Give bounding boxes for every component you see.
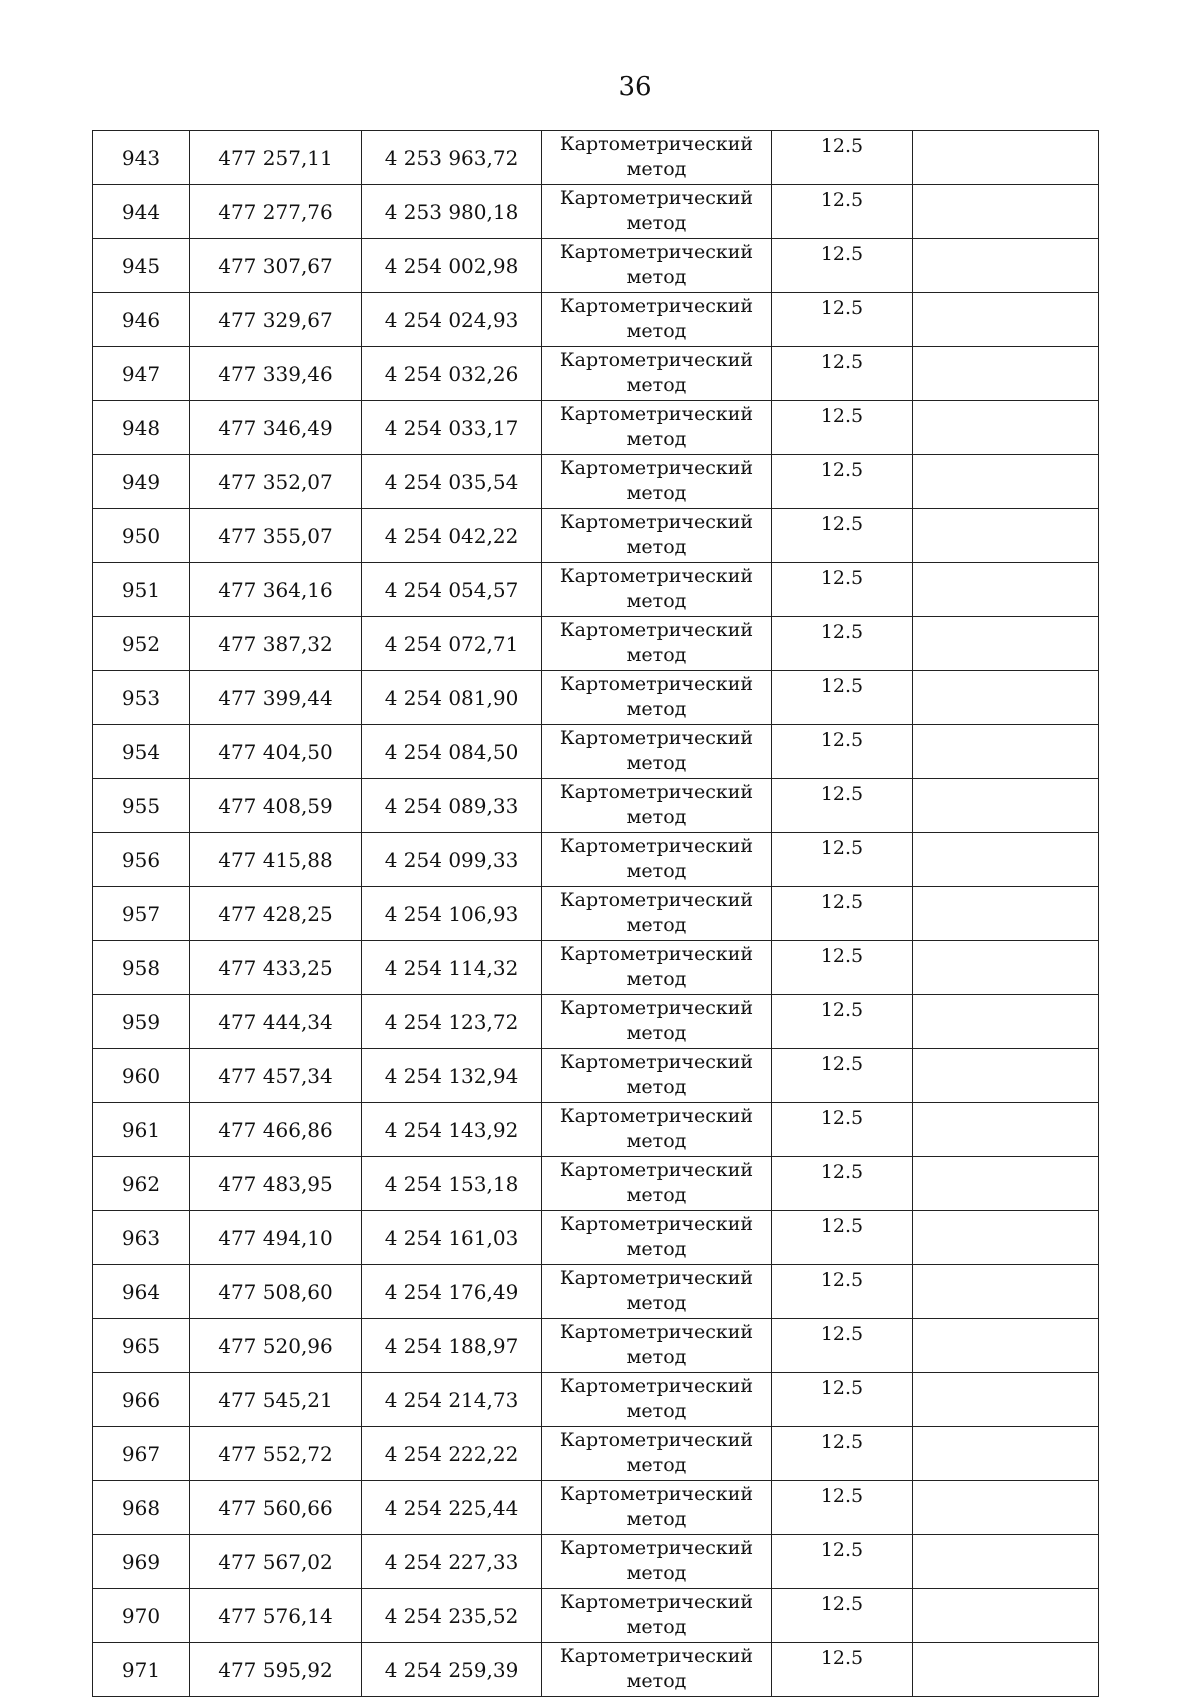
method-line-1: Картометрический	[559, 349, 754, 371]
note-cell	[913, 239, 1099, 293]
method-line-2: метод	[626, 1076, 687, 1098]
y-coordinate-cell: 4 254 035,54	[362, 455, 542, 509]
table-row	[93, 1157, 1099, 1211]
point-number-cell: 965	[93, 1319, 190, 1373]
point-number-cell: 960	[93, 1049, 190, 1103]
method-line-2: метод	[626, 1400, 687, 1422]
accuracy-cell: 12.5	[772, 941, 913, 995]
method-line-2: метод	[626, 374, 687, 396]
method-line-2: метод	[626, 536, 687, 558]
x-coordinate-cell: 477 466,86	[190, 1103, 362, 1157]
point-number-cell: 955	[93, 779, 190, 833]
x-coordinate-cell: 477 595,92	[190, 1643, 362, 1697]
note-cell	[913, 779, 1099, 833]
note-cell	[913, 833, 1099, 887]
x-coordinate-cell: 477 560,66	[190, 1481, 362, 1535]
table-row	[93, 617, 1099, 671]
note-cell	[913, 347, 1099, 401]
method-line-2: метод	[626, 158, 687, 180]
point-number-cell: 949	[93, 455, 190, 509]
y-coordinate-cell: 4 254 089,33	[362, 779, 542, 833]
note-cell	[913, 1643, 1099, 1697]
method-line-2: метод	[626, 428, 687, 450]
table-row	[93, 1319, 1099, 1373]
y-coordinate-cell: 4 254 259,39	[362, 1643, 542, 1697]
table-row	[93, 1589, 1099, 1643]
accuracy-cell: 12.5	[772, 1589, 913, 1643]
note-cell	[913, 131, 1099, 185]
table-row	[93, 347, 1099, 401]
accuracy-cell: 12.5	[772, 293, 913, 347]
accuracy-cell: 12.5	[772, 1535, 913, 1589]
table-row	[93, 401, 1099, 455]
note-cell	[913, 1427, 1099, 1481]
note-cell	[913, 1535, 1099, 1589]
y-coordinate-cell: 4 254 084,50	[362, 725, 542, 779]
point-number-cell: 969	[93, 1535, 190, 1589]
method-cell	[542, 401, 772, 455]
y-coordinate-cell: 4 254 153,18	[362, 1157, 542, 1211]
method-cell	[542, 617, 772, 671]
method-line-1: Картометрический	[559, 295, 754, 317]
method-line-2: метод	[626, 914, 687, 936]
accuracy-cell: 12.5	[772, 1643, 913, 1697]
x-coordinate-cell: 477 355,07	[190, 509, 362, 563]
table-row	[93, 887, 1099, 941]
method-line-1: Картометрический	[559, 187, 754, 209]
method-line-2: метод	[626, 1292, 687, 1314]
method-line-1: Картометрический	[559, 889, 754, 911]
x-coordinate-cell: 477 257,11	[190, 131, 362, 185]
method-line-2: метод	[626, 212, 687, 234]
accuracy-cell: 12.5	[772, 239, 913, 293]
method-line-1: Картометрический	[559, 1429, 754, 1451]
method-cell	[542, 347, 772, 401]
x-coordinate-cell: 477 520,96	[190, 1319, 362, 1373]
y-coordinate-cell: 4 254 114,32	[362, 941, 542, 995]
point-number-cell: 958	[93, 941, 190, 995]
y-coordinate-cell: 4 254 132,94	[362, 1049, 542, 1103]
table-row	[93, 725, 1099, 779]
table-row	[93, 671, 1099, 725]
table-row	[93, 995, 1099, 1049]
note-cell	[913, 1589, 1099, 1643]
x-coordinate-cell: 477 428,25	[190, 887, 362, 941]
method-line-2: метод	[626, 482, 687, 504]
method-line-1: Картометрический	[559, 565, 754, 587]
x-coordinate-cell: 477 444,34	[190, 995, 362, 1049]
y-coordinate-cell: 4 254 099,33	[362, 833, 542, 887]
y-coordinate-cell: 4 253 980,18	[362, 185, 542, 239]
accuracy-cell: 12.5	[772, 131, 913, 185]
accuracy-cell: 12.5	[772, 617, 913, 671]
table-row	[93, 1427, 1099, 1481]
method-line-1: Картометрический	[559, 619, 754, 641]
x-coordinate-cell: 477 567,02	[190, 1535, 362, 1589]
method-cell	[542, 1589, 772, 1643]
y-coordinate-cell: 4 254 081,90	[362, 671, 542, 725]
page-number: 36	[618, 72, 652, 102]
method-line-2: метод	[626, 1130, 687, 1152]
accuracy-cell: 12.5	[772, 1211, 913, 1265]
method-line-2: метод	[626, 1454, 687, 1476]
method-line-1: Картометрический	[559, 511, 754, 533]
note-cell	[913, 563, 1099, 617]
method-line-2: метод	[626, 590, 687, 612]
method-cell	[542, 833, 772, 887]
point-number-cell: 956	[93, 833, 190, 887]
y-coordinate-cell: 4 254 143,92	[362, 1103, 542, 1157]
x-coordinate-cell: 477 408,59	[190, 779, 362, 833]
table-row	[93, 455, 1099, 509]
table-row	[93, 1103, 1099, 1157]
table-row	[93, 1643, 1099, 1697]
note-cell	[913, 887, 1099, 941]
note-cell	[913, 995, 1099, 1049]
method-cell	[542, 1373, 772, 1427]
method-line-2: метод	[626, 752, 687, 774]
y-coordinate-cell: 4 254 072,71	[362, 617, 542, 671]
x-coordinate-cell: 477 508,60	[190, 1265, 362, 1319]
x-coordinate-cell: 477 364,16	[190, 563, 362, 617]
note-cell	[913, 1373, 1099, 1427]
method-cell	[542, 455, 772, 509]
method-line-2: метод	[626, 266, 687, 288]
method-line-1: Картометрический	[559, 241, 754, 263]
method-line-2: метод	[626, 1184, 687, 1206]
y-coordinate-cell: 4 254 032,26	[362, 347, 542, 401]
note-cell	[913, 1265, 1099, 1319]
method-cell	[542, 1265, 772, 1319]
x-coordinate-cell: 477 307,67	[190, 239, 362, 293]
table-row	[93, 941, 1099, 995]
note-cell	[913, 671, 1099, 725]
accuracy-cell: 12.5	[772, 509, 913, 563]
accuracy-cell: 12.5	[772, 1103, 913, 1157]
table-row	[93, 779, 1099, 833]
method-line-2: метод	[626, 860, 687, 882]
method-cell	[542, 1103, 772, 1157]
table-row	[93, 1265, 1099, 1319]
method-line-1: Картометрический	[559, 1645, 754, 1667]
x-coordinate-cell: 477 576,14	[190, 1589, 362, 1643]
y-coordinate-cell: 4 254 176,49	[362, 1265, 542, 1319]
point-number-cell: 946	[93, 293, 190, 347]
note-cell	[913, 509, 1099, 563]
x-coordinate-cell: 477 545,21	[190, 1373, 362, 1427]
method-line-2: метод	[626, 698, 687, 720]
point-number-cell: 957	[93, 887, 190, 941]
method-cell	[542, 239, 772, 293]
point-number-cell: 970	[93, 1589, 190, 1643]
point-number-cell: 948	[93, 401, 190, 455]
y-coordinate-cell: 4 254 225,44	[362, 1481, 542, 1535]
accuracy-cell: 12.5	[772, 725, 913, 779]
point-number-cell: 963	[93, 1211, 190, 1265]
x-coordinate-cell: 477 339,46	[190, 347, 362, 401]
note-cell	[913, 941, 1099, 995]
method-line-2: метод	[626, 1562, 687, 1584]
point-number-cell: 964	[93, 1265, 190, 1319]
method-cell	[542, 779, 772, 833]
note-cell	[913, 1157, 1099, 1211]
method-line-1: Картометрический	[559, 1483, 754, 1505]
method-line-2: метод	[626, 644, 687, 666]
method-line-2: метод	[626, 968, 687, 990]
method-cell	[542, 509, 772, 563]
accuracy-cell: 12.5	[772, 779, 913, 833]
note-cell	[913, 617, 1099, 671]
method-line-1: Картометрический	[559, 1321, 754, 1343]
method-line-1: Картометрический	[559, 1159, 754, 1181]
accuracy-cell: 12.5	[772, 1481, 913, 1535]
table-row	[93, 1373, 1099, 1427]
method-line-2: метод	[626, 1616, 687, 1638]
y-coordinate-cell: 4 254 042,22	[362, 509, 542, 563]
point-number-cell: 966	[93, 1373, 190, 1427]
method-line-1: Картометрический	[559, 997, 754, 1019]
method-line-1: Картометрический	[559, 1591, 754, 1613]
accuracy-cell: 12.5	[772, 1373, 913, 1427]
accuracy-cell: 12.5	[772, 995, 913, 1049]
point-number-cell: 953	[93, 671, 190, 725]
table-row	[93, 293, 1099, 347]
table-row	[93, 563, 1099, 617]
method-line-1: Картометрический	[559, 403, 754, 425]
method-line-1: Картометрический	[559, 133, 754, 155]
accuracy-cell: 12.5	[772, 185, 913, 239]
accuracy-cell: 12.5	[772, 563, 913, 617]
point-number-cell: 961	[93, 1103, 190, 1157]
method-line-1: Картометрический	[559, 673, 754, 695]
x-coordinate-cell: 477 329,67	[190, 293, 362, 347]
point-number-cell: 943	[93, 131, 190, 185]
method-line-1: Картометрический	[559, 1537, 754, 1559]
method-line-1: Картометрический	[559, 1375, 754, 1397]
x-coordinate-cell: 477 352,07	[190, 455, 362, 509]
method-line-1: Картометрический	[559, 1105, 754, 1127]
point-number-cell: 950	[93, 509, 190, 563]
table-row	[93, 1481, 1099, 1535]
x-coordinate-cell: 477 387,32	[190, 617, 362, 671]
table-body	[93, 131, 1099, 1697]
table-row	[93, 131, 1099, 185]
method-cell	[542, 1211, 772, 1265]
method-line-1: Картометрический	[559, 457, 754, 479]
point-number-cell: 952	[93, 617, 190, 671]
method-cell	[542, 563, 772, 617]
point-number-cell: 967	[93, 1427, 190, 1481]
method-cell	[542, 185, 772, 239]
method-cell	[542, 671, 772, 725]
table-row	[93, 1049, 1099, 1103]
method-cell	[542, 725, 772, 779]
accuracy-cell: 12.5	[772, 347, 913, 401]
accuracy-cell: 12.5	[772, 1427, 913, 1481]
accuracy-cell: 12.5	[772, 833, 913, 887]
y-coordinate-cell: 4 254 024,93	[362, 293, 542, 347]
method-cell	[542, 131, 772, 185]
method-line-2: метод	[626, 1670, 687, 1692]
table-row	[93, 1535, 1099, 1589]
note-cell	[913, 293, 1099, 347]
method-cell	[542, 1427, 772, 1481]
accuracy-cell: 12.5	[772, 887, 913, 941]
x-coordinate-cell: 477 483,95	[190, 1157, 362, 1211]
method-line-2: метод	[626, 320, 687, 342]
x-coordinate-cell: 477 277,76	[190, 185, 362, 239]
method-cell	[542, 887, 772, 941]
note-cell	[913, 1103, 1099, 1157]
method-cell	[542, 1481, 772, 1535]
y-coordinate-cell: 4 253 963,72	[362, 131, 542, 185]
method-cell	[542, 293, 772, 347]
x-coordinate-cell: 477 433,25	[190, 941, 362, 995]
method-line-1: Картометрический	[559, 835, 754, 857]
point-number-cell: 951	[93, 563, 190, 617]
method-cell	[542, 995, 772, 1049]
method-line-2: метод	[626, 806, 687, 828]
method-cell	[542, 1643, 772, 1697]
x-coordinate-cell: 477 494,10	[190, 1211, 362, 1265]
y-coordinate-cell: 4 254 123,72	[362, 995, 542, 1049]
coordinates-table	[92, 130, 1099, 1697]
accuracy-cell: 12.5	[772, 1265, 913, 1319]
method-cell	[542, 1319, 772, 1373]
accuracy-cell: 12.5	[772, 455, 913, 509]
note-cell	[913, 1481, 1099, 1535]
y-coordinate-cell: 4 254 222,22	[362, 1427, 542, 1481]
method-line-2: метод	[626, 1238, 687, 1260]
point-number-cell: 945	[93, 239, 190, 293]
y-coordinate-cell: 4 254 161,03	[362, 1211, 542, 1265]
note-cell	[913, 1049, 1099, 1103]
table-row	[93, 185, 1099, 239]
table-row	[93, 239, 1099, 293]
point-number-cell: 954	[93, 725, 190, 779]
method-cell	[542, 1049, 772, 1103]
point-number-cell: 944	[93, 185, 190, 239]
point-number-cell: 968	[93, 1481, 190, 1535]
y-coordinate-cell: 4 254 235,52	[362, 1589, 542, 1643]
method-line-1: Картометрический	[559, 943, 754, 965]
note-cell	[913, 1211, 1099, 1265]
y-coordinate-cell: 4 254 033,17	[362, 401, 542, 455]
point-number-cell: 962	[93, 1157, 190, 1211]
method-line-2: метод	[626, 1346, 687, 1368]
y-coordinate-cell: 4 254 002,98	[362, 239, 542, 293]
x-coordinate-cell: 477 346,49	[190, 401, 362, 455]
point-number-cell: 947	[93, 347, 190, 401]
x-coordinate-cell: 477 404,50	[190, 725, 362, 779]
accuracy-cell: 12.5	[772, 671, 913, 725]
method-cell	[542, 941, 772, 995]
point-number-cell: 959	[93, 995, 190, 1049]
method-line-1: Картометрический	[559, 1051, 754, 1073]
x-coordinate-cell: 477 457,34	[190, 1049, 362, 1103]
note-cell	[913, 725, 1099, 779]
method-line-1: Картометрический	[559, 727, 754, 749]
method-line-2: метод	[626, 1508, 687, 1530]
x-coordinate-cell: 477 552,72	[190, 1427, 362, 1481]
table-row	[93, 1211, 1099, 1265]
y-coordinate-cell: 4 254 054,57	[362, 563, 542, 617]
accuracy-cell: 12.5	[772, 1319, 913, 1373]
accuracy-cell: 12.5	[772, 1157, 913, 1211]
y-coordinate-cell: 4 254 227,33	[362, 1535, 542, 1589]
method-line-2: метод	[626, 1022, 687, 1044]
accuracy-cell: 12.5	[772, 1049, 913, 1103]
table-row	[93, 509, 1099, 563]
x-coordinate-cell: 477 399,44	[190, 671, 362, 725]
note-cell	[913, 1319, 1099, 1373]
y-coordinate-cell: 4 254 106,93	[362, 887, 542, 941]
method-cell	[542, 1157, 772, 1211]
y-coordinate-cell: 4 254 188,97	[362, 1319, 542, 1373]
y-coordinate-cell: 4 254 214,73	[362, 1373, 542, 1427]
method-cell	[542, 1535, 772, 1589]
note-cell	[913, 455, 1099, 509]
point-number-cell: 971	[93, 1643, 190, 1697]
accuracy-cell: 12.5	[772, 401, 913, 455]
x-coordinate-cell: 477 415,88	[190, 833, 362, 887]
method-line-1: Картометрический	[559, 781, 754, 803]
method-line-1: Картометрический	[559, 1213, 754, 1235]
table-row	[93, 833, 1099, 887]
note-cell	[913, 185, 1099, 239]
method-line-1: Картометрический	[559, 1267, 754, 1289]
note-cell	[913, 401, 1099, 455]
